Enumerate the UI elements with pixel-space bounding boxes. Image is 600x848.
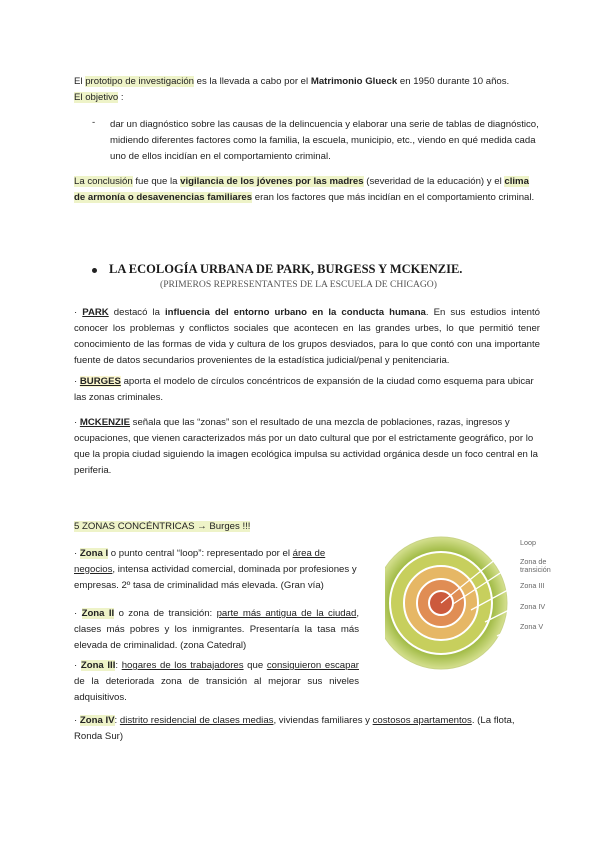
bullet-item: dar un diagnóstico sobre las causas de la delincuencia y elaborar una serie de tablas de diagnóstico, midiendo diferentes factores como la familia, la escuela, municipio, etc., viendo en qué medida cada uno de ellos incidían en el comportamiento criminal. — [110, 119, 539, 162]
text: que — [243, 660, 267, 671]
zone-3-name: Zona III — [80, 660, 116, 671]
highlight-prototipo: prototipo de investigación — [85, 76, 195, 87]
glueck-paragraph — [74, 74, 540, 90]
text: aporta el modelo de círculos concéntricos de expansión de la ciudad como esquema para ubicar las zonas criminales. — [74, 376, 534, 403]
zones-heading-text: 5 ZONAS CONCÉNTRICAS → Burges !!! — [74, 521, 251, 532]
text: es la llevada a cabo por el — [194, 76, 311, 87]
text: fue que la — [132, 176, 181, 187]
zone-2-paragraph — [74, 606, 359, 654]
zone-4-paragraph — [74, 713, 540, 745]
burges-paragraph — [74, 374, 540, 406]
zone-1-underline: área de negocios — [74, 548, 326, 575]
text: · — [74, 715, 80, 726]
text: , clases más pobres y los inmigrantes. Presentaría la tasa más elevada de criminalidad. (zona Catedral) — [74, 608, 359, 651]
diagram-label-zona-5: Zona V — [520, 622, 544, 631]
text: · — [74, 376, 80, 387]
zone-4-underline-1: distrito residencial de clases medias — [119, 715, 274, 726]
text: , viviendas familiares y — [273, 715, 373, 726]
text: : — [114, 715, 120, 726]
zone-4-name: Zona IV — [79, 715, 115, 726]
diagram-label-zona-4: Zona IV — [520, 602, 546, 611]
objetivo-line — [74, 90, 540, 106]
diagram-label-zona-3: Zona III — [520, 581, 545, 590]
mckenzie-name: MCKENZIE — [79, 417, 130, 428]
park-name: PARK — [82, 307, 109, 318]
text: . (La flota, Ronda Sur) — [74, 715, 515, 742]
text: o punto central “loop”: representado por el — [108, 548, 293, 559]
text: · — [74, 608, 82, 619]
conclusion-paragraph — [74, 174, 540, 206]
highlight-clima: clima de armonía o desavenencias familiares — [74, 176, 529, 203]
mckenzie-paragraph — [74, 415, 540, 479]
diagram-label-loop: Loop — [520, 538, 536, 547]
text: de la deteriorada zona de transición al mejorar sus niveles adquisitivos. — [74, 676, 359, 703]
zone-3-paragraph — [74, 658, 359, 706]
text: señala que las “zonas” son el resultado de una mezcla de poblaciones, razas, ingresos y ocupaciones, que vienen caracterizados más por un dato cultural que por el estrictamente geográfico, por lo que la propia ciudad siguiendo la imagen ecológica impulsa su actividad orgánica desde un foco central en la periferia. — [74, 417, 538, 476]
park-paragraph — [74, 305, 540, 369]
zone-3-underline-1: hogares de los trabajadores — [121, 660, 244, 671]
text: . En sus estudios intentó conocer los problemas y conflictos sociales que acontecen en las grandes urbes, lo que permitió tener conocimiento de las formas de vida y cultura de los grupos desviados, para lo que contó con una importante fuente de datos secundarios provenientes de la estadística judicial/penal y penitenciaria. — [74, 307, 540, 366]
text: en 1950 durante 10 años. — [397, 76, 510, 87]
bullet-icon — [92, 268, 97, 273]
highlight-vigilancia: vigilancia de los jóvenes por las madres — [180, 176, 364, 187]
zone-4-underline-2: costosos apartamentos — [372, 715, 472, 726]
text: (severidad de la educación) y el — [363, 176, 505, 187]
bullet-dash: - — [92, 117, 96, 128]
text: · — [74, 417, 80, 428]
text: o zona de transición: — [114, 608, 217, 619]
park-bold: influencia del entorno urbano en la conducta humana — [165, 307, 426, 318]
glueck-name: Matrimonio Glueck — [310, 76, 398, 87]
diagram-label-transicion: Zona de transición — [520, 557, 551, 574]
text: destacó la — [108, 307, 165, 318]
zone-1-paragraph — [74, 546, 359, 594]
zone-1-name: Zona I — [79, 548, 109, 559]
concentric-zones-diagram — [385, 528, 555, 678]
text: · — [74, 307, 83, 318]
section-title — [92, 262, 462, 277]
zone-2-underline: parte más antigua de la ciudad — [216, 608, 357, 619]
text: El — [74, 76, 86, 87]
zone-2-name: Zona II — [81, 608, 115, 619]
zone-3-underline-2: consiguieron escapar — [266, 660, 359, 671]
text: · — [74, 548, 80, 559]
highlight-conclusion: La conclusión — [74, 176, 133, 187]
burges-name: BURGES — [79, 376, 121, 387]
text: · — [74, 660, 81, 671]
section-title-text: LA ECOLOGÍA URBANA DE PARK, BURGESS Y MCKENZIE. — [109, 262, 463, 276]
section-subtitle: (PRIMEROS REPRESENTANTES DE LA ESCUELA DE CHICAGO) — [160, 279, 437, 290]
text: , intensa actividad comercial, dominada por profesiones y empresas. 2º tasa de criminalidad más elevada. (Gran vía) — [74, 564, 357, 591]
text: : — [118, 92, 124, 103]
highlight-objetivo: El objetivo — [74, 92, 119, 103]
text: eran los factores que más incidían en el comportamiento criminal. — [252, 192, 535, 203]
text: : — [115, 660, 122, 671]
